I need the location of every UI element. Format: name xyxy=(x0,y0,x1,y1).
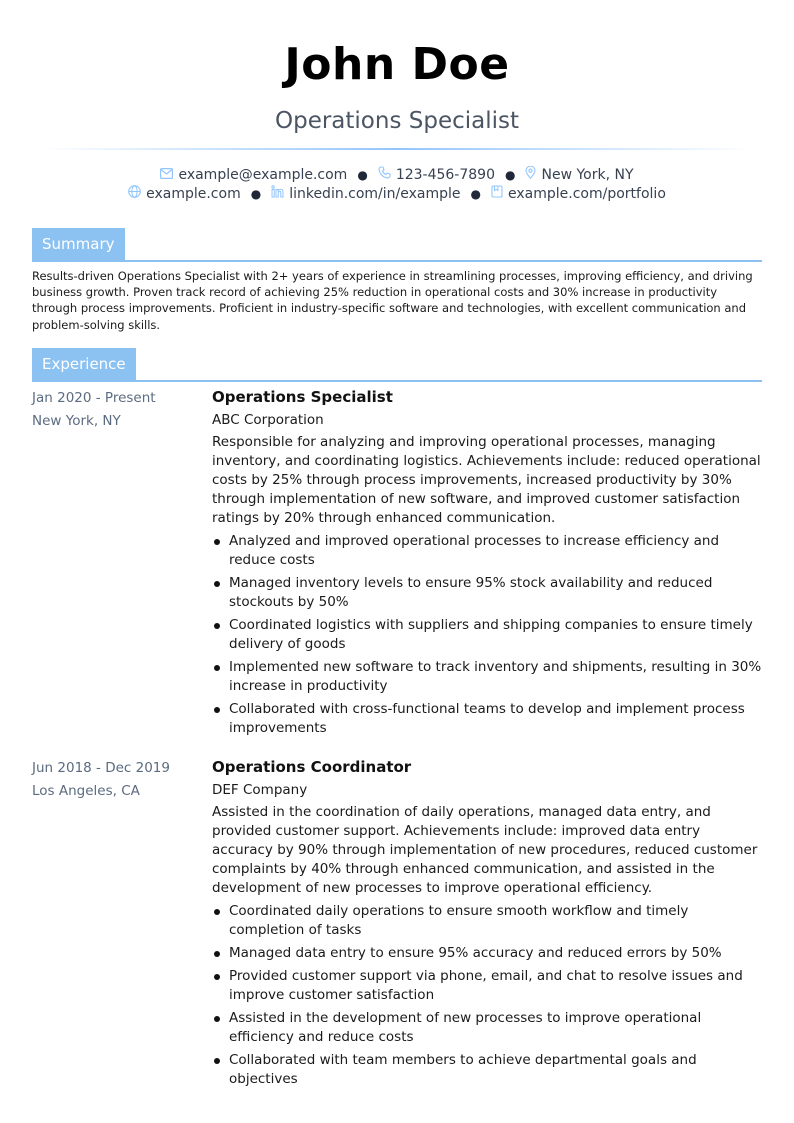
experience-section-header xyxy=(32,348,762,382)
experience-details xyxy=(212,757,764,1093)
achievement-item: Assisted in the development of new processes to improve operational efficiency and reduce costs xyxy=(212,1009,764,1047)
job-title: Operations Coordinator xyxy=(212,758,412,776)
company-name: DEF Company xyxy=(212,782,308,798)
website-text: example.com xyxy=(146,186,241,202)
summary-text: Results-driven Operations Specialist with 2+ years of experience in streamlining processes, improving efficiency, and driving business growth. Proven track record of achieving 25% reduction in operational costs and 30% increase in productivity through process improvements. Proficient in industry-specific software and technologies, with excellent communication and problem-solving skills. xyxy=(32,269,753,332)
candidate-name: John Doe xyxy=(284,39,510,90)
contact-portfolio[interactable] xyxy=(491,185,666,203)
achievement-item: Provided customer support via phone, email, and chat to resolve issues and improve customer satisfaction xyxy=(212,967,764,1005)
mail-icon xyxy=(160,166,178,184)
separator-dot: ● xyxy=(250,187,262,201)
achievement-item: Collaborated with cross-functional teams to develop and implement process improvements xyxy=(212,700,764,738)
job-description: Responsible for analyzing and improving operational processes, managing inventory, and coordinating logistics. Achievements include: reduced operational costs by 25% through process improvements, increased productivity by 30% through implementation of new software, and improved customer satisfaction ratings by 20% through enhanced communication. xyxy=(212,434,761,526)
achievement-item: Coordinated daily operations to ensure smooth workflow and timely completion of tasks xyxy=(212,902,764,940)
achievement-item: Coordinated logistics with suppliers and shipping companies to ensure timely delivery of goods xyxy=(212,616,764,654)
contact-row-primary xyxy=(0,166,794,184)
summary-heading: Summary xyxy=(32,228,125,260)
experience-heading: Experience xyxy=(32,348,136,380)
candidate-title: Operations Specialist xyxy=(274,108,519,134)
location-pin-icon xyxy=(525,166,541,184)
contact-email[interactable] xyxy=(160,166,347,184)
experience-meta xyxy=(32,757,202,803)
achievement-item: Implemented new software to track inventory and shipments, resulting in 30% increase in productivity xyxy=(212,658,764,696)
separator-dot: ● xyxy=(505,168,516,182)
globe-icon xyxy=(128,185,146,203)
achievement-item: Collaborated with team members to achieve departmental goals and objectives xyxy=(212,1051,764,1089)
linkedin-text: linkedin.com/in/example xyxy=(289,186,461,202)
header-divider xyxy=(40,148,754,150)
separator-dot: ● xyxy=(357,168,368,182)
experience-details xyxy=(212,387,764,742)
achievement-item: Managed inventory levels to ensure 95% stock availability and reduced stockouts by 50% xyxy=(212,574,764,612)
job-title: Operations Specialist xyxy=(212,388,393,406)
contact-website[interactable] xyxy=(128,185,241,203)
separator-dot: ● xyxy=(470,187,482,201)
job-description: Assisted in the coordination of daily operations, managed data entry, and provided customer support. Achievements include: improved data entry accuracy by 90% through implementation of new procedures, reduced customer complaints by 40% through enhanced communication, and assisted in the development of new processes to improve operational efficiency. xyxy=(212,804,758,896)
summary-section-header xyxy=(32,228,762,262)
location-text: New York, NY xyxy=(541,167,634,183)
phone-text: 123-456-7890 xyxy=(395,167,495,183)
contact-row-secondary xyxy=(0,185,794,203)
portfolio-icon xyxy=(491,185,508,203)
company-name: ABC Corporation xyxy=(212,412,324,428)
portfolio-text: example.com/portfolio xyxy=(508,186,666,202)
experience-meta xyxy=(32,387,202,433)
phone-icon xyxy=(378,166,396,184)
achievement-item: Managed data entry to ensure 95% accuracy and reduced errors by 50% xyxy=(212,944,764,963)
linkedin-icon xyxy=(271,185,289,203)
experience-location: Los Angeles, CA xyxy=(32,783,140,799)
contact-linkedin[interactable] xyxy=(271,185,460,203)
contact-location xyxy=(525,166,633,184)
achievement-item: Analyzed and improved operational processes to increase efficiency and reduce costs xyxy=(212,532,764,570)
experience-dates: Jan 2020 - Present xyxy=(32,390,156,406)
contact-phone[interactable] xyxy=(378,166,495,184)
achievement-list xyxy=(212,532,764,738)
achievement-list xyxy=(212,902,764,1089)
email-text: example@example.com xyxy=(178,167,348,183)
experience-dates: Jun 2018 - Dec 2019 xyxy=(32,760,170,776)
experience-location: New York, NY xyxy=(32,413,121,429)
